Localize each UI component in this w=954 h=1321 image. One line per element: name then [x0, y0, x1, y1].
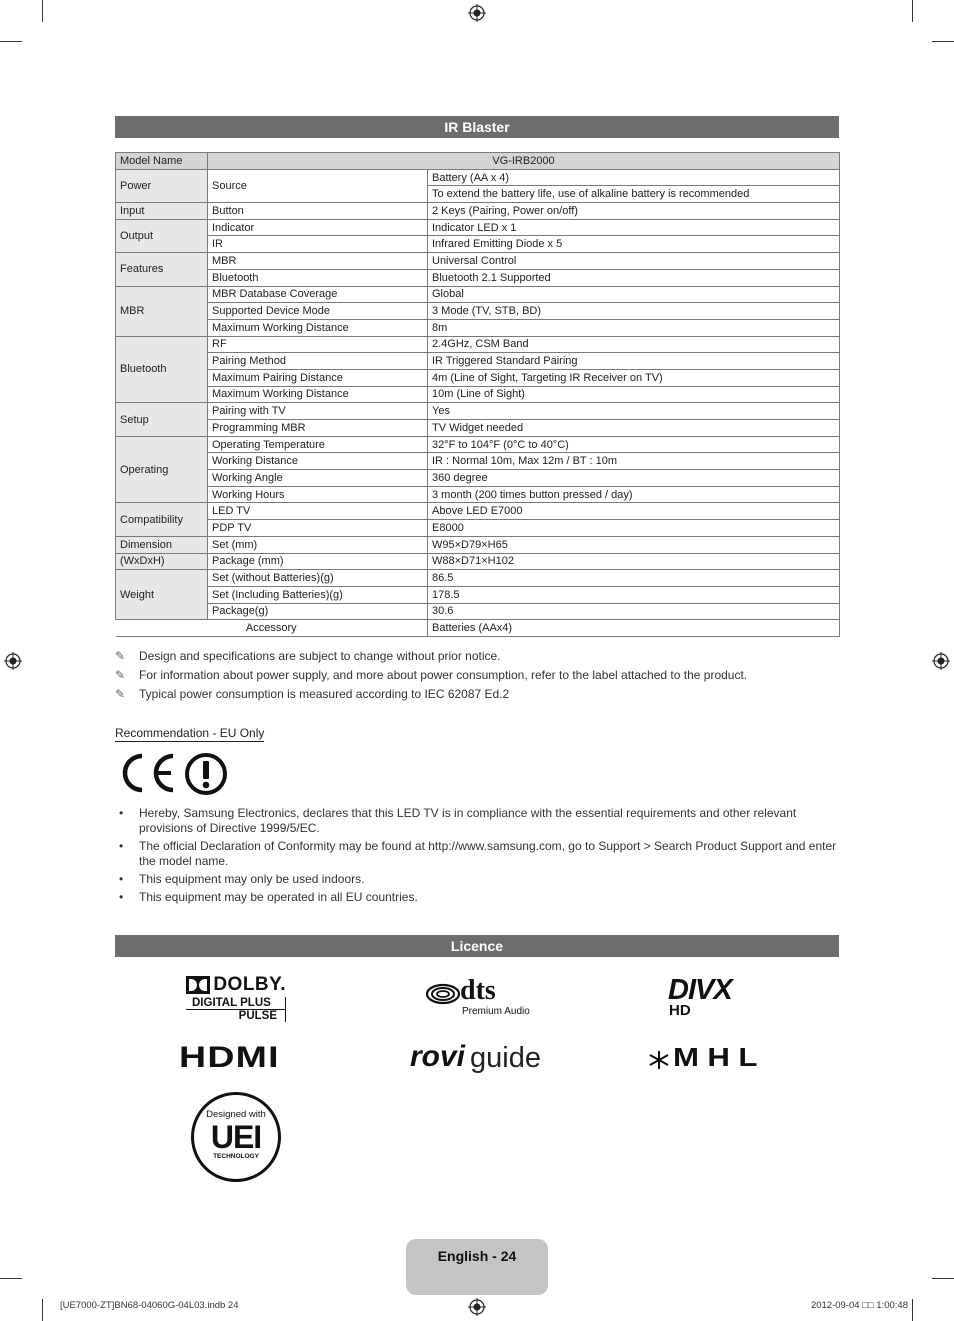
- subcategory-cell: Button: [208, 203, 428, 220]
- subcategory-cell: Working Angle: [208, 470, 428, 487]
- value-cell: Yes: [428, 403, 840, 420]
- subcategory-cell: Maximum Pairing Distance: [208, 369, 428, 386]
- category-cell: Output: [116, 219, 208, 252]
- value-cell: 32°F to 104°F (0°C to 40°C): [428, 436, 840, 453]
- value-cell: Indicator LED x 1: [428, 219, 840, 236]
- table-row: [116, 620, 840, 637]
- subcategory-cell: PDP TV: [208, 520, 428, 537]
- category-cell: Setup: [116, 403, 208, 436]
- registration-mark-icon: [4, 652, 22, 670]
- licence-heading: Licence: [115, 935, 839, 957]
- table-row: [116, 203, 840, 220]
- ir-blaster-heading: IR Blaster: [115, 116, 839, 138]
- crop-mark: [912, 1299, 913, 1321]
- table-row: [116, 236, 840, 253]
- subcategory-cell: MBR: [208, 253, 428, 270]
- value-cell: Universal Control: [428, 253, 840, 270]
- table-row: [116, 436, 840, 453]
- table-row: [116, 386, 840, 403]
- dts-logo: [426, 975, 536, 1019]
- table-row: [116, 336, 840, 353]
- dts-sub: Premium Audio: [462, 1006, 530, 1017]
- table-row: [116, 319, 840, 336]
- model-name-value: VG-IRB2000: [208, 153, 840, 170]
- value-cell: 360 degree: [428, 470, 840, 487]
- hdmi-logo: [179, 1041, 294, 1077]
- subcategory-cell: Source: [208, 169, 428, 202]
- value-cell: Above LED E7000: [428, 503, 840, 520]
- value-cell: W88×D71×H102: [428, 553, 840, 570]
- table-row: [116, 403, 840, 420]
- uei-top: Designed with: [206, 1109, 266, 1120]
- alert-mark-icon: [184, 752, 228, 796]
- value-cell: 2.4GHz, CSM Band: [428, 336, 840, 353]
- subcategory-cell: Indicator: [208, 219, 428, 236]
- category-cell: Dimension: [116, 536, 208, 553]
- note: [115, 668, 747, 682]
- value-cell: 4m (Line of Sight, Targeting IR Receiver on TV): [428, 369, 840, 386]
- subcategory-cell: LED TV: [208, 503, 428, 520]
- footer-file-info: [UE7000-ZT]BN68-04060G-04L03.indb 24: [60, 1300, 239, 1311]
- category-cell: (WxDxH): [116, 553, 208, 570]
- mhl-brand: MHL: [673, 1042, 766, 1072]
- value-cell: 10m (Line of Sight): [428, 386, 840, 403]
- crop-mark: [912, 0, 913, 22]
- note-text: For information about power supply, and more about power consumption, refer to the label attached to the product.: [139, 668, 748, 682]
- list-item: • The official Declaration of Conformity may be found at http://www.samsung.com, go to Support > Search Product Support and enter the model name.: [115, 839, 839, 869]
- footer-timestamp: 2012-09-04 □□ 1:00:48: [810, 1300, 908, 1311]
- category-cell: Weight: [116, 570, 208, 620]
- subcategory-cell: Maximum Working Distance: [208, 386, 428, 403]
- table-row: [116, 253, 840, 270]
- divx-sub: HD: [669, 1002, 691, 1019]
- note-text: Typical power consumption is measured according to IEC 62087 Ed.2: [139, 687, 510, 701]
- table-row: [116, 486, 840, 503]
- category-cell: Input: [116, 203, 208, 220]
- table-row: [116, 219, 840, 236]
- dolby-brand: DOLBY.: [213, 974, 286, 995]
- table-row: [116, 303, 840, 320]
- pencil-note-icon: ✎: [115, 649, 126, 663]
- subcategory-cell: Bluetooth: [208, 269, 428, 286]
- value-cell: Battery (AA x 4): [428, 169, 840, 186]
- ir-blaster-spec-table: [115, 152, 840, 637]
- category-cell: Operating: [116, 436, 208, 503]
- value-cell: TV Widget needed: [428, 420, 840, 437]
- subcategory-cell: Set (mm): [208, 536, 428, 553]
- subcategory-cell: Supported Device Mode: [208, 303, 428, 320]
- value-cell: To extend the battery life, use of alkaline battery is recommended: [428, 186, 840, 203]
- crop-mark: [932, 41, 954, 42]
- subcategory-cell: Package(g): [208, 603, 428, 620]
- crop-mark: [0, 41, 22, 42]
- mhl-star-icon: [648, 1050, 670, 1070]
- crop-mark: [0, 1278, 22, 1279]
- crop-mark: [42, 0, 43, 22]
- value-cell: 3 Mode (TV, STB, BD): [428, 303, 840, 320]
- dolby-line2: PULSE: [186, 1010, 286, 1022]
- accessory-value: Batteries (AAx4): [428, 620, 840, 637]
- subcategory-cell: Working Hours: [208, 486, 428, 503]
- hdmi-brand: HDMI: [179, 1041, 280, 1074]
- uei-logo: [191, 1092, 281, 1182]
- uei-brand: UEI: [210, 1119, 262, 1155]
- table-row: [116, 286, 840, 303]
- table-row: [116, 169, 840, 186]
- subcategory-cell: RF: [208, 336, 428, 353]
- dolby-logo: [186, 975, 286, 1027]
- table-row: [116, 369, 840, 386]
- value-cell: Bluetooth 2.1 Supported: [428, 269, 840, 286]
- subcategory-cell: Working Distance: [208, 453, 428, 470]
- category-cell: Bluetooth: [116, 336, 208, 403]
- subcategory-cell: Package (mm): [208, 553, 428, 570]
- subcategory-cell: Programming MBR: [208, 420, 428, 437]
- table-row: [116, 536, 840, 553]
- registration-mark-icon: [468, 4, 486, 22]
- divx-brand: DIVX: [668, 974, 732, 1006]
- subcategory-cell: Maximum Working Distance: [208, 319, 428, 336]
- category-cell: Compatibility: [116, 503, 208, 536]
- table-row: [116, 603, 840, 620]
- table-row: [116, 420, 840, 437]
- category-cell: Features: [116, 253, 208, 286]
- table-row: [116, 453, 840, 470]
- table-row: [116, 586, 840, 603]
- table-row: [116, 269, 840, 286]
- value-cell: Global: [428, 286, 840, 303]
- note: [115, 649, 501, 663]
- subcategory-cell: Pairing with TV: [208, 403, 428, 420]
- value-cell: 2 Keys (Pairing, Power on/off): [428, 203, 840, 220]
- value-cell: 30.6: [428, 603, 840, 620]
- value-cell: IR Triggered Standard Pairing: [428, 353, 840, 370]
- pencil-note-icon: ✎: [115, 687, 126, 701]
- rovi-guide-logo: [410, 1042, 545, 1082]
- divx-logo: [668, 974, 768, 1020]
- subcategory-cell: Set (without Batteries)(g): [208, 570, 428, 587]
- dts-brand: dts: [460, 975, 496, 1006]
- crop-mark: [42, 1299, 43, 1321]
- list-item: • This equipment may only be used indoors.: [115, 872, 839, 887]
- value-cell: W95×D79×H65: [428, 536, 840, 553]
- table-row: [116, 553, 840, 570]
- table-row: [116, 353, 840, 370]
- value-cell: 178.5: [428, 586, 840, 603]
- note: [115, 687, 509, 701]
- value-cell: Infrared Emitting Diode x 5: [428, 236, 840, 253]
- table-row: [116, 153, 840, 170]
- pencil-note-icon: ✎: [115, 668, 126, 682]
- table-row: [116, 570, 840, 587]
- value-cell: 3 month (200 times button pressed / day): [428, 486, 840, 503]
- uei-bottom: TECHNOLOGY: [213, 1153, 259, 1160]
- registration-mark-icon: [468, 1298, 486, 1316]
- mhl-logo: [648, 1042, 790, 1076]
- accessory-label: Accessory: [116, 620, 428, 637]
- table-row: [116, 503, 840, 520]
- dolby-double-d-icon: [186, 976, 210, 994]
- rovi-sub: guide: [470, 1042, 541, 1074]
- value-cell: IR : Normal 10m, Max 12m / BT : 10m: [428, 453, 840, 470]
- page-number-tab: English - 24: [406, 1239, 548, 1295]
- subcategory-cell: Pairing Method: [208, 353, 428, 370]
- dts-swoosh-icon: [426, 983, 460, 1005]
- crop-mark: [932, 1278, 954, 1279]
- subcategory-cell: Set (Including Batteries)(g): [208, 586, 428, 603]
- subcategory-cell: Operating Temperature: [208, 436, 428, 453]
- table-row: [116, 470, 840, 487]
- list-item: • This equipment may be operated in all EU countries.: [115, 890, 839, 905]
- compliance-list: [115, 806, 839, 908]
- subcategory-cell: MBR Database Coverage: [208, 286, 428, 303]
- dolby-line1: DIGITAL PLUS: [186, 997, 286, 1010]
- table-row: [116, 520, 840, 537]
- list-item: • Hereby, Samsung Electronics, declares that this LED TV is in compliance with the essential requirements and other relevant provisions of Directive 1999/5/EC.: [115, 806, 839, 836]
- subcategory-cell: IR: [208, 236, 428, 253]
- rovi-brand: rovi: [410, 1040, 466, 1073]
- registration-mark-icon: [932, 652, 950, 670]
- recommendation-title: Recommendation - EU Only: [115, 726, 265, 740]
- category-cell: Power: [116, 169, 208, 202]
- category-cell: MBR: [116, 286, 208, 336]
- model-name-label: Model Name: [116, 153, 208, 170]
- value-cell: E8000: [428, 520, 840, 537]
- note-text: Design and specifications are subject to change without prior notice.: [139, 649, 501, 663]
- value-cell: 86.5: [428, 570, 840, 587]
- value-cell: 8m: [428, 319, 840, 336]
